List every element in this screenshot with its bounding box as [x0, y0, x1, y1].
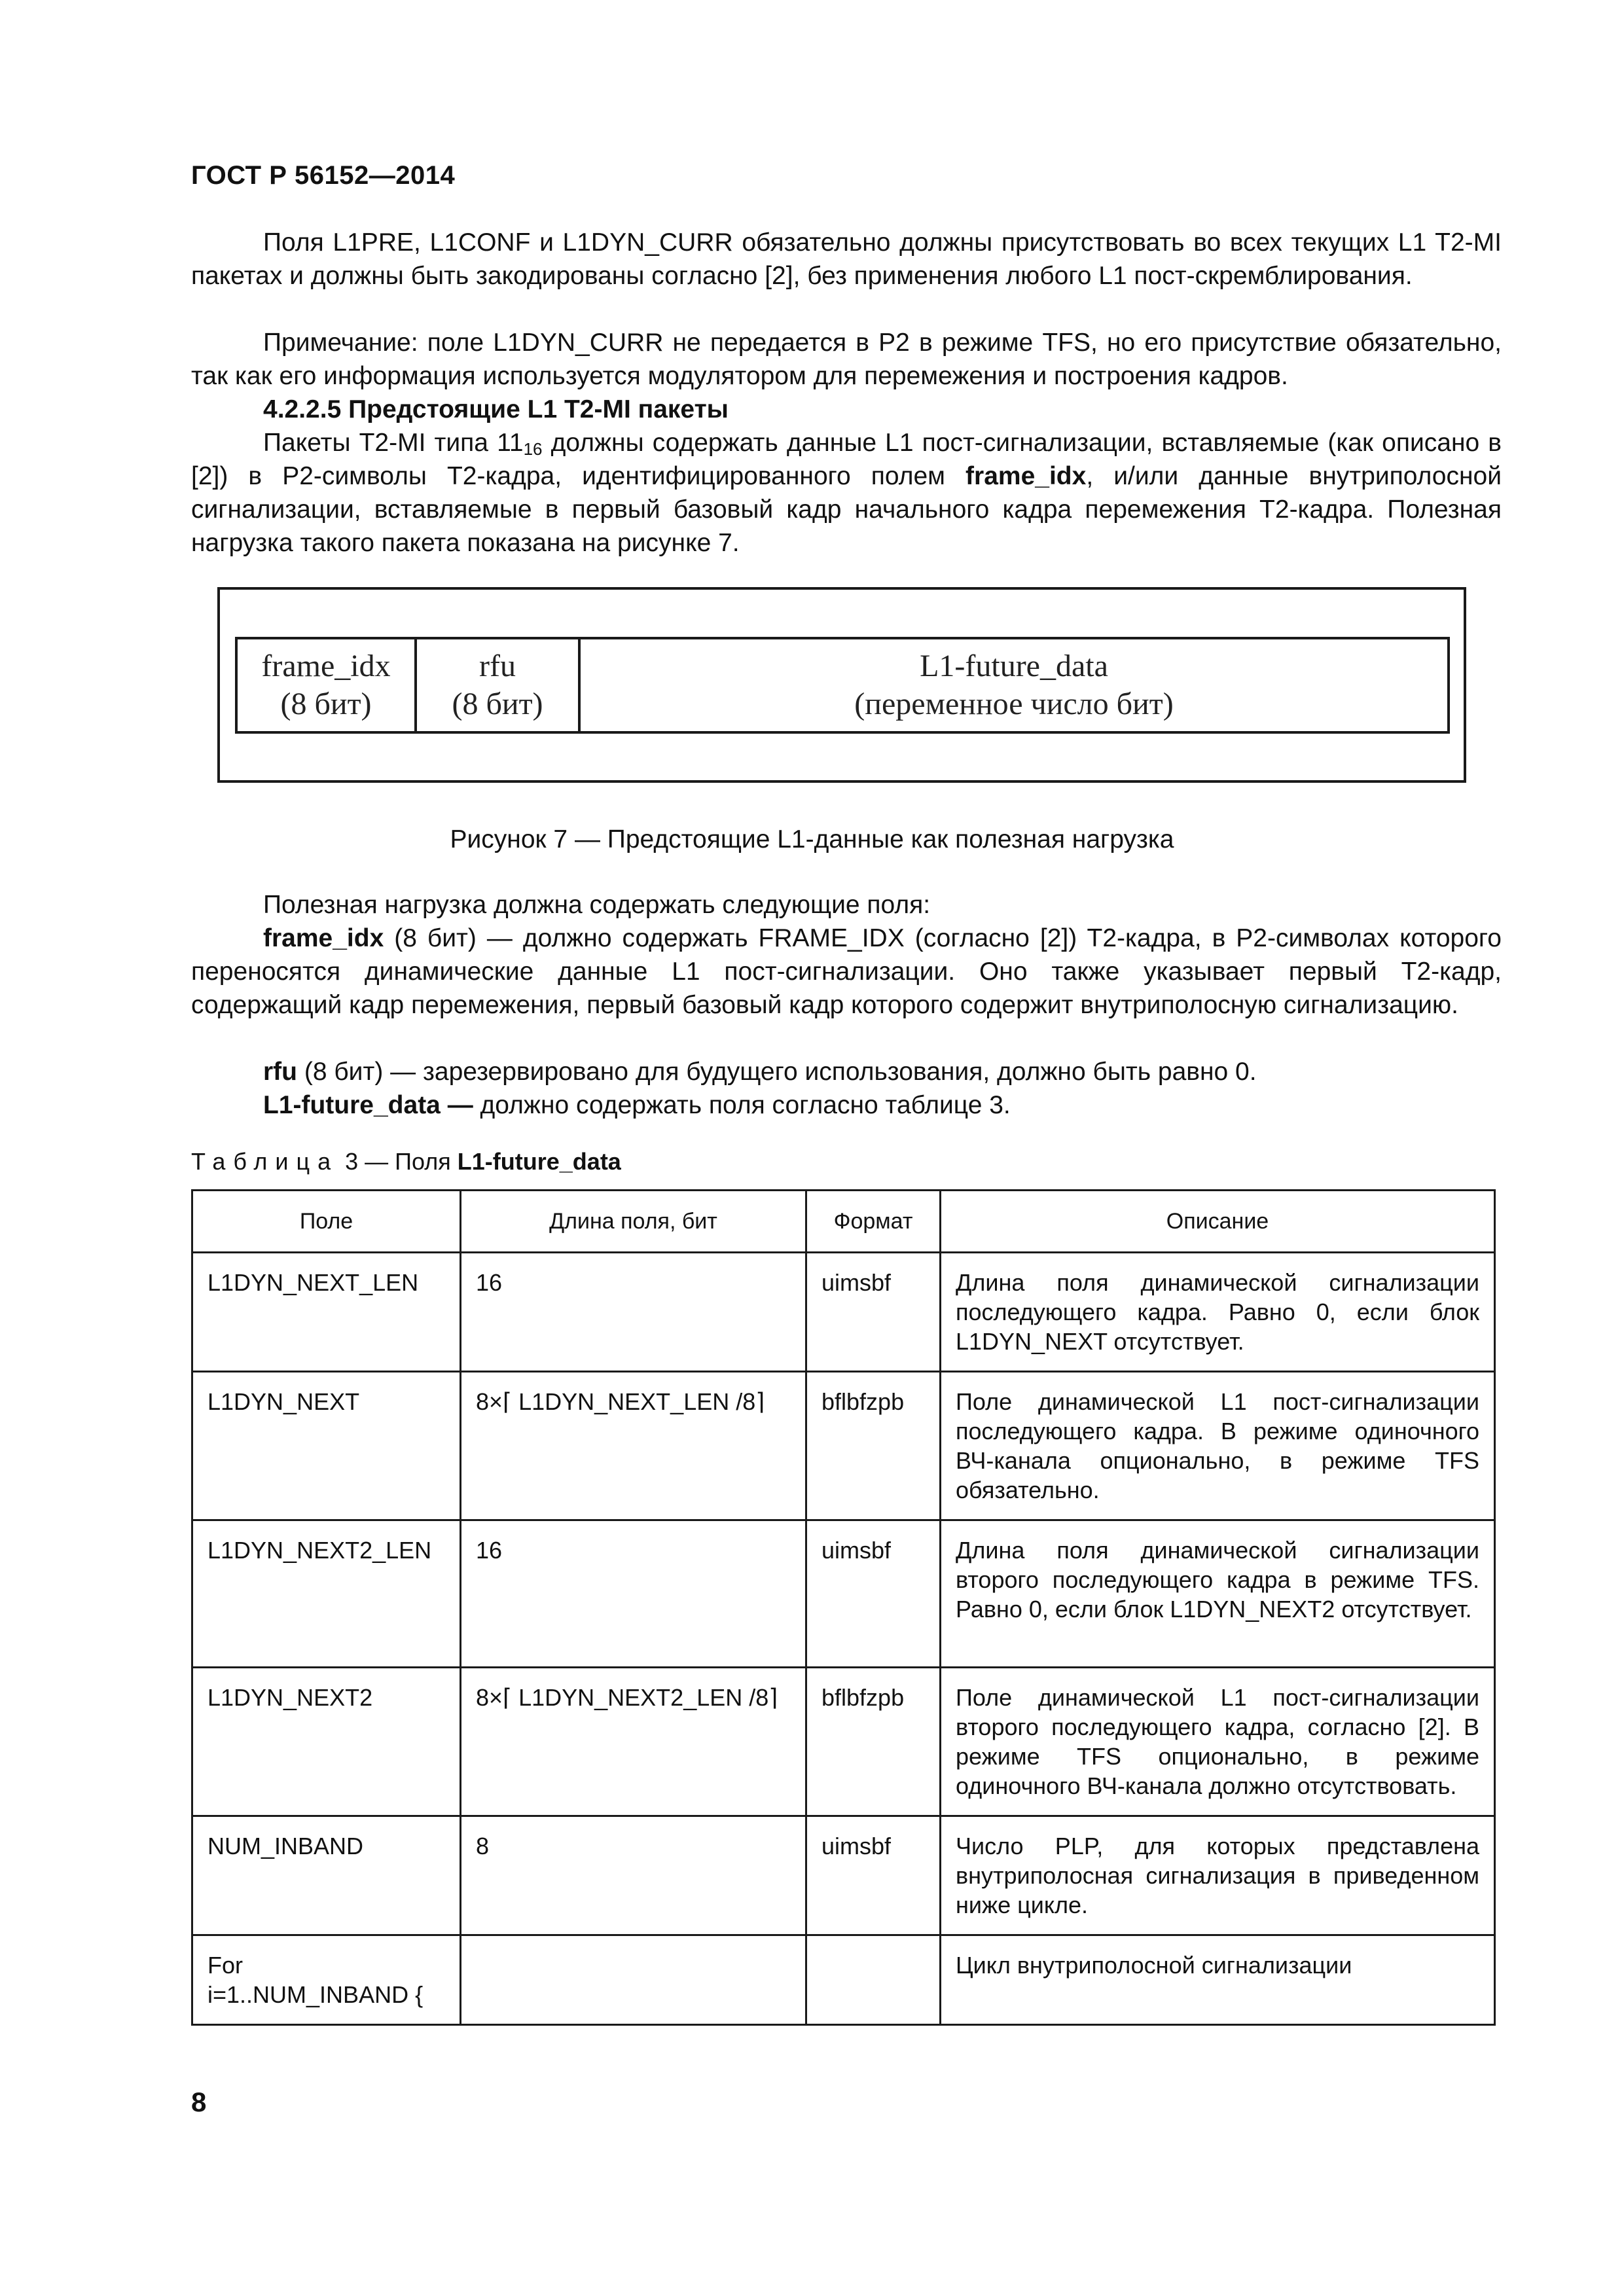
table-row	[192, 1520, 1495, 1668]
document-header: ГОСТ Р 56152—2014	[191, 161, 456, 190]
paragraph-payload-intro: Полезная нагрузка должна содержать следующие поля:	[263, 891, 931, 919]
page-number: 8	[191, 2087, 207, 2117]
cell-description: Поле динамической L1 пост-сигнализации второго последующего кадра, согласно [2]. В режиме TFS опционально, в режиме одиночного ВЧ-канала должно отсутствовать.	[941, 1668, 1495, 1816]
cell-description: Длина поля динамической сигнализации последующего кадра. Равно 0, если блок L1DYN_NEXT отсутствует.	[941, 1253, 1495, 1372]
cell-field: L1DYN_NEXT2_LEN	[192, 1520, 461, 1668]
paragraph-rfu: rfu (8 бит) — зарезервировано для будущего использования, должно быть равно 0.	[263, 1058, 1257, 1086]
table-row	[192, 1372, 1495, 1520]
cell-length: 8×⌈ L1DYN_NEXT2_LEN /8⌉	[461, 1668, 806, 1816]
cell-field: NUM_INBAND	[192, 1816, 461, 1935]
cell-format: uimsbf	[806, 1816, 941, 1935]
cell-field: L1DYN_NEXT_LEN	[192, 1253, 461, 1372]
cell-length	[461, 1935, 806, 2025]
figure-cell-size: (8 бит)	[280, 687, 372, 721]
table-header-row	[192, 1191, 1495, 1253]
figure-cell-label: frame_idx	[261, 649, 391, 683]
cell-format: bflbfzpb	[806, 1668, 941, 1816]
cell-description: Длина поля динамической сигнализации второго последующего кадра в режиме TFS. Равно 0, если блок L1DYN_NEXT2 отсутствует.	[941, 1520, 1495, 1668]
column-header-format: Формат	[806, 1191, 941, 1253]
figure-cell-size: (переменное число бит)	[854, 687, 1174, 721]
cell-length: 16	[461, 1520, 806, 1668]
figure-caption: Рисунок 7 — Предстоящие L1-данные как полезная нагрузка	[450, 825, 1174, 853]
table-row	[192, 1935, 1495, 2025]
table-row	[192, 1816, 1495, 1935]
paragraph-l1-future-data: L1-future_data — должно содержать поля согласно таблице 3.	[263, 1091, 1011, 1119]
figure-cell-label: rfu	[479, 649, 516, 683]
figure-cell-rfu	[417, 639, 581, 731]
cell-format: uimsbf	[806, 1253, 941, 1372]
column-header-field: Поле	[192, 1191, 461, 1253]
paragraph-packets: Пакеты T2-MI типа $11_{16}$ должны содержать данные L1 пост-сигнализации, вставляемые (как описано в [2]) в P2-символы T2-кадра, идентифицированного полем frame_idx, и/или данные внутриполосной сигнализации, вставляемые в первый базовый кадр начального кадра перемежения T2-кадра. Полезная нагрузка такого пакета показана на рисунке 7.	[191, 429, 1502, 557]
figure-cell-size: (8 бит)	[452, 687, 543, 721]
cell-field: L1DYN_NEXT	[192, 1372, 461, 1520]
table-title: Таблица 3 — Поля L1-future_data	[191, 1148, 621, 1175]
cell-format	[806, 1935, 941, 2025]
cell-format: bflbfzpb	[806, 1372, 941, 1520]
column-header-length: Длина поля, бит	[461, 1191, 806, 1253]
cell-length: 8	[461, 1816, 806, 1935]
figure-cell-frame-idx	[238, 639, 417, 731]
table-row	[192, 1253, 1495, 1372]
figure-cell-l1-future-data	[581, 639, 1447, 731]
figure-cell-label: L1-future_data	[920, 649, 1108, 683]
paragraph-fields: Поля L1PRE, L1CONF и L1DYN_CURR обязательно должны присутствовать во всех текущих L1 T2-MI пакетах и должны быть закодированы согласно [2], без применения любого L1 пост-скремблирования.	[191, 228, 1502, 290]
cell-field: L1DYN_NEXT2	[192, 1668, 461, 1816]
paragraph-frame-idx: frame_idx (8 бит) — должно содержать FRAME_IDX (согласно [2]) T2-кадра, в P2-символах которого переносятся динамические данные L1 пост-сигнализации. Оно также указывает первый T2-кадр, содержащий кадр перемежения, первый базовый кадр которого содержит внутриполосную сигнализацию.	[191, 924, 1502, 1019]
section-heading: 4.2.2.5 Предстоящие L1 T2-MI пакеты	[263, 395, 729, 423]
cell-description: Поле динамической L1 пост-сигнализации последующего кадра. В режиме одиночного ВЧ-канала опционально, в режиме TFS обязательно.	[941, 1372, 1495, 1520]
cell-description: Число PLP, для которых представлена внутриполосная сигнализация в приведенном ниже цикле.	[941, 1816, 1495, 1935]
cell-format: uimsbf	[806, 1520, 941, 1668]
column-header-description: Описание	[941, 1191, 1495, 1253]
cell-description: Цикл внутриполосной сигнализации	[941, 1935, 1495, 2025]
figure-7-payload-structure	[235, 637, 1450, 734]
cell-length: 16	[461, 1253, 806, 1372]
paragraph-note: Примечание: поле L1DYN_CURR не передается в P2 в режиме TFS, но его присутствие обязательно, так как его информация используется модулятором для перемежения и построения кадров.	[191, 329, 1502, 390]
cell-field: For i=1..NUM_INBAND {	[192, 1935, 461, 2025]
cell-length: 8×⌈ L1DYN_NEXT_LEN /8⌉	[461, 1372, 806, 1520]
table-l1-future-data	[191, 1189, 1496, 2026]
table-row	[192, 1668, 1495, 1816]
